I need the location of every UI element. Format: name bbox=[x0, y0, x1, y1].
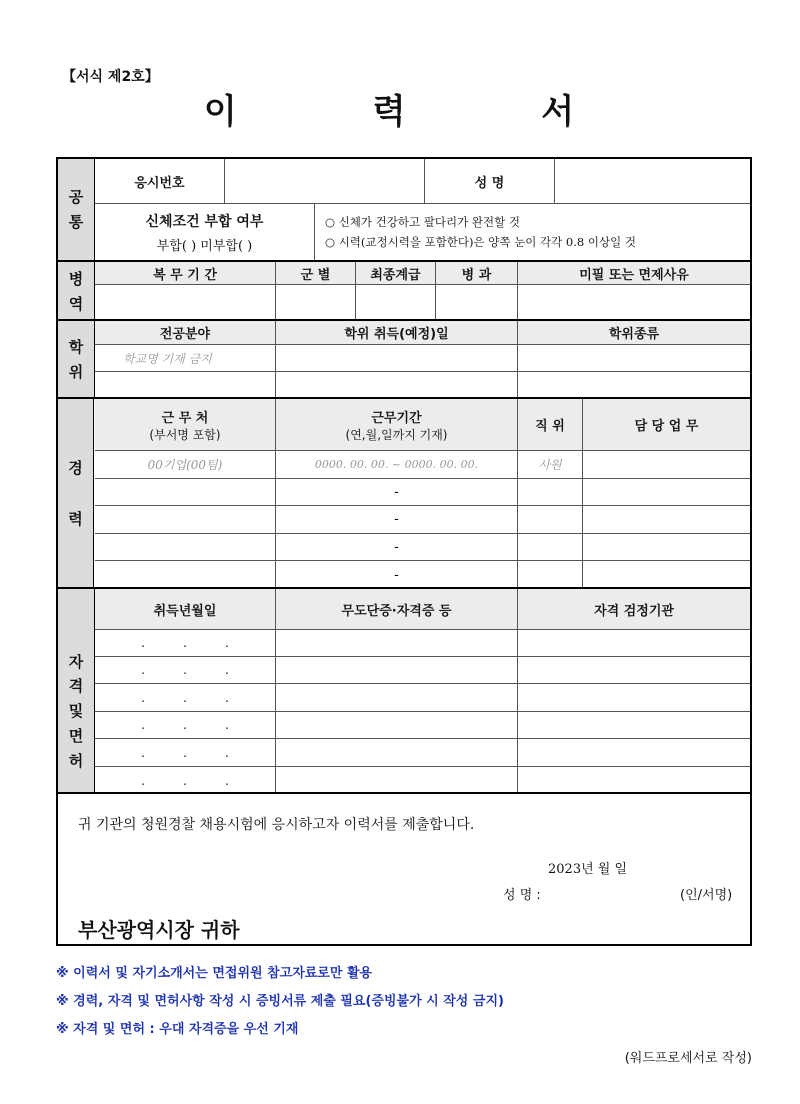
closing-statement: 귀 기관의 청원경찰 채용시험에 응시하고자 이력서를 제출합니다. bbox=[78, 817, 475, 833]
car-h-workplace bbox=[95, 399, 275, 451]
mil-period-field[interactable] bbox=[95, 285, 275, 321]
mil-specialty-field[interactable] bbox=[435, 285, 517, 321]
degree-side-label bbox=[58, 321, 95, 399]
license-side-c4: 면 bbox=[68, 726, 84, 745]
resume-form bbox=[56, 157, 752, 946]
lic-dot: . bbox=[225, 663, 229, 677]
mil-branch-field[interactable] bbox=[275, 285, 355, 321]
lic-agency-field-2[interactable] bbox=[517, 657, 750, 684]
mil-exemption-field[interactable] bbox=[517, 285, 750, 321]
lic-agency-field-1[interactable] bbox=[517, 630, 750, 657]
car-h-period-sub: (연,월,일까지 기재) bbox=[345, 427, 448, 442]
lic-name-field-2[interactable] bbox=[275, 657, 517, 684]
lic-agency-field-5[interactable] bbox=[517, 739, 750, 767]
lic-name-field-6[interactable] bbox=[275, 767, 517, 794]
mil-h-rank: 최종계급 bbox=[355, 262, 435, 285]
degree-section bbox=[58, 319, 750, 399]
exam-no-label: 응시번호 bbox=[95, 159, 224, 204]
deg-h-type: 학위종류 bbox=[517, 321, 750, 345]
license-side-label bbox=[58, 589, 95, 794]
common-side-c1: 공 bbox=[68, 187, 84, 206]
mil-h-period: 복 무 기 간 bbox=[95, 262, 275, 285]
common-side-label bbox=[58, 159, 95, 260]
mil-h-specialty: 병 과 bbox=[435, 262, 517, 285]
lic-dot: . bbox=[183, 636, 187, 650]
deg-type-field-1[interactable] bbox=[517, 345, 750, 372]
license-side-c1: 자 bbox=[68, 652, 84, 671]
footer-note: (워드프로세서로 작성) bbox=[624, 1051, 752, 1066]
signature-label: 성 명 : bbox=[503, 888, 541, 903]
lic-date-field-6[interactable] bbox=[95, 767, 275, 794]
signature-note[interactable]: (인/서명) bbox=[680, 888, 733, 903]
deg-date-field-1[interactable] bbox=[275, 345, 517, 372]
career-side-label bbox=[58, 399, 94, 589]
lic-date-field-3[interactable] bbox=[95, 684, 275, 712]
car-h-workplace-sub: (부서명 포함) bbox=[149, 427, 221, 442]
lic-agency-field-3[interactable] bbox=[517, 684, 750, 712]
car-position-field-4[interactable] bbox=[517, 534, 582, 561]
exam-no-field[interactable] bbox=[224, 159, 424, 204]
car-period-field-2[interactable]: - bbox=[275, 479, 517, 506]
military-side-c1: 병 bbox=[68, 269, 84, 288]
lic-dot: . bbox=[141, 636, 145, 650]
lic-dot: . bbox=[183, 745, 187, 760]
physical-label: 신체조건 부합 여부 bbox=[145, 213, 264, 230]
degree-side-c1: 학 bbox=[68, 338, 84, 357]
lic-dot: . bbox=[225, 773, 229, 788]
lic-dot: . bbox=[225, 745, 229, 760]
career-side-c1: 경 bbox=[68, 458, 83, 477]
note-2: ※ 경력, 자격 및 면허사항 작성 시 증빙서류 제출 필요(증빙불가 시 작성 금지) bbox=[56, 994, 504, 1009]
physical-conditions bbox=[314, 204, 750, 260]
lic-date-field-4[interactable] bbox=[95, 712, 275, 739]
name-label: 성 명 bbox=[424, 159, 554, 204]
lic-dot: . bbox=[141, 690, 145, 705]
military-side-label bbox=[58, 262, 95, 321]
car-position-field-3[interactable] bbox=[517, 506, 582, 534]
deg-date-field-2[interactable] bbox=[275, 372, 517, 399]
lic-dot: . bbox=[141, 773, 145, 788]
lic-date-field-2[interactable] bbox=[95, 657, 275, 684]
mil-h-branch: 군 별 bbox=[275, 262, 355, 285]
car-position-field-5[interactable] bbox=[517, 561, 582, 589]
car-h-workplace-main: 근 무 처 bbox=[161, 410, 209, 426]
car-period-example[interactable]: 0000. 00. 00. ~ 0000. 00. 00. bbox=[275, 451, 517, 479]
note-1: ※ 이력서 및 자기소개서는 면접위원 참고자료로만 활용 bbox=[56, 966, 373, 981]
car-workplace-field-4[interactable] bbox=[95, 534, 275, 561]
addressee: 부산광역시장 귀하 bbox=[78, 918, 240, 942]
license-section bbox=[58, 587, 750, 794]
lic-agency-field-6[interactable] bbox=[517, 767, 750, 794]
condition-1: ○ 신체가 건강하고 팔다리가 완전할 것 bbox=[325, 215, 520, 229]
car-position-field-2[interactable] bbox=[517, 479, 582, 506]
career-side-c2: 력 bbox=[68, 510, 83, 529]
car-duty-field-1[interactable] bbox=[582, 451, 750, 479]
lic-h-date: 취득년월일 bbox=[95, 589, 275, 630]
military-side-c2: 역 bbox=[68, 294, 84, 313]
lic-name-field-3[interactable] bbox=[275, 684, 517, 712]
lic-h-agency: 자격 검정기관 bbox=[517, 589, 750, 630]
closing-section bbox=[58, 792, 750, 946]
notes bbox=[56, 960, 504, 1044]
deg-major-field-1[interactable]: 학교명 기재 금지 bbox=[95, 345, 275, 372]
physical-options[interactable]: 부합( ) 미부합( ) bbox=[156, 238, 253, 254]
common-side-c2: 통 bbox=[68, 212, 84, 231]
lic-agency-field-4[interactable] bbox=[517, 712, 750, 739]
lic-dot: . bbox=[183, 718, 187, 732]
car-period-field-5[interactable]: - bbox=[275, 561, 517, 589]
submission-date[interactable]: 2023년 월 일 bbox=[548, 862, 628, 877]
car-workplace-field-3[interactable] bbox=[95, 506, 275, 534]
note-3: ※ 자격 및 면허 : 우대 자격증을 우선 기재 bbox=[56, 1022, 299, 1037]
lic-h-license: 무도단증·자격증 등 bbox=[275, 589, 517, 630]
lic-dot: . bbox=[141, 718, 145, 732]
lic-dot: . bbox=[225, 718, 229, 732]
document-title: 이 력 서 bbox=[203, 92, 637, 132]
license-side-c5: 허 bbox=[68, 751, 84, 770]
degree-side-c2: 위 bbox=[68, 363, 84, 381]
condition-2: ○ 시력(교정시력을 포함한다)은 양쪽 눈이 각각 0.8 이상일 것 bbox=[325, 235, 636, 249]
lic-dot: . bbox=[183, 663, 187, 677]
car-h-duty: 담 당 업 무 bbox=[582, 399, 750, 451]
car-h-period-main: 근무기간 bbox=[371, 410, 422, 426]
lic-name-field-5[interactable] bbox=[275, 739, 517, 767]
car-duty-field-2[interactable] bbox=[582, 479, 750, 506]
common-section bbox=[58, 159, 750, 260]
career-section bbox=[58, 397, 750, 589]
car-h-period bbox=[275, 399, 517, 451]
physical-cell bbox=[95, 204, 314, 260]
license-side-c3: 및 bbox=[68, 702, 84, 721]
lic-date-field-1[interactable] bbox=[95, 630, 275, 657]
lic-dot: . bbox=[183, 773, 187, 788]
lic-date-field-5[interactable] bbox=[95, 739, 275, 767]
car-period-field-4[interactable]: - bbox=[275, 534, 517, 561]
lic-dot: . bbox=[183, 690, 187, 705]
lic-name-field-1[interactable] bbox=[275, 630, 517, 657]
deg-h-major: 전공분야 bbox=[95, 321, 275, 345]
car-workplace-field-2[interactable] bbox=[95, 479, 275, 506]
car-workplace-field-5[interactable] bbox=[95, 561, 275, 589]
lic-name-field-4[interactable] bbox=[275, 712, 517, 739]
mil-h-exemption: 미필 또는 면제사유 bbox=[517, 262, 750, 285]
car-h-position: 직 위 bbox=[517, 399, 582, 451]
form-code: 【서식 제2호】 bbox=[62, 69, 159, 85]
car-workplace-example[interactable]: 00기업(00팀) bbox=[95, 451, 275, 479]
car-duty-field-3[interactable] bbox=[582, 506, 750, 534]
deg-type-field-2[interactable] bbox=[517, 372, 750, 399]
lic-dot: . bbox=[225, 690, 229, 705]
lic-dot: . bbox=[141, 663, 145, 677]
license-side-c2: 격 bbox=[68, 677, 84, 696]
car-period-field-3[interactable]: - bbox=[275, 506, 517, 534]
name-field[interactable] bbox=[554, 159, 750, 204]
car-position-example[interactable]: 사원 bbox=[517, 451, 582, 479]
lic-dot: . bbox=[225, 636, 229, 650]
car-duty-field-4[interactable] bbox=[582, 534, 750, 561]
mil-rank-field[interactable] bbox=[355, 285, 435, 321]
military-section bbox=[58, 260, 750, 321]
lic-dot: . bbox=[141, 745, 145, 760]
deg-h-date: 학위 취득(예정)일 bbox=[275, 321, 517, 345]
car-duty-field-5[interactable] bbox=[582, 561, 750, 589]
deg-major-field-2[interactable] bbox=[95, 372, 275, 399]
